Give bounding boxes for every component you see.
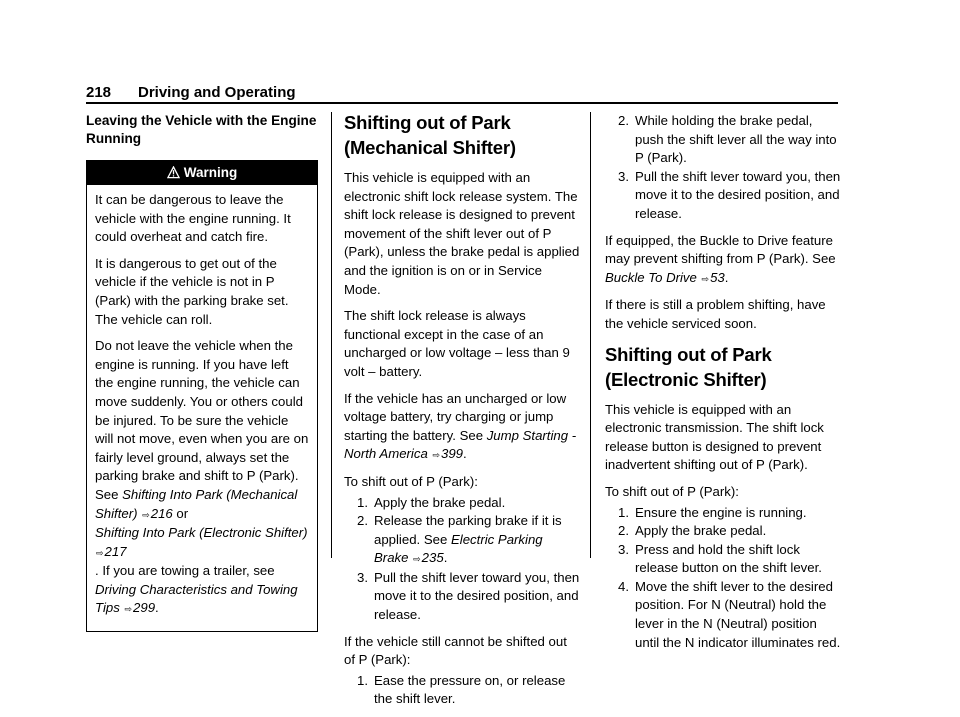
column-divider-2 (590, 112, 591, 558)
ref-page-216[interactable]: 216 (150, 505, 173, 521)
warning-body (87, 185, 317, 631)
ref-shifting-into-park-mechanical[interactable]: Shifting Into Park (Mechanical Shifter) (95, 486, 298, 521)
ref-shifting-into-park-electronic[interactable]: Shifting Into Park (Electronic Shifter) (95, 525, 308, 541)
page-arrow-icon: ⇨ (96, 547, 104, 558)
intro-shift-out: To shift out of P (Park): (605, 483, 739, 499)
para-uncharged-battery: If the vehicle has an uncharged or low voltage battery, try charging or jump starting the battery. See Jump Starting - North America ⇨399. (344, 390, 580, 465)
section-title: Driving and Operating (138, 84, 296, 101)
page-arrow-icon: ⇨ (142, 509, 150, 520)
page-number: 218 (86, 84, 112, 101)
ref-page-217[interactable]: 217 (104, 543, 127, 559)
substeps-list (344, 672, 580, 709)
page-header (86, 84, 838, 104)
list-item: 1. Apply the brake pedal. (357, 494, 506, 510)
ref-electric-parking-brake[interactable]: Electric Parking Brake (374, 531, 543, 566)
para-still-cannot-shift: If the vehicle still cannot be shifted out of P (Park): (344, 633, 567, 668)
warning-title: Warning (183, 165, 238, 180)
para-shift-lock-system: This vehicle is equipped with an electronic shift lock release system. The shift lock release is designed to prevent movement of the shift lever out of P (Park), unless the brake pedal is applied and the ignition is on or in Service Mode. (344, 170, 580, 297)
page-arrow-icon: ⇨ (432, 450, 441, 461)
warning-triangle-icon (167, 163, 180, 187)
list-item: 3. Press and hold the shift lock release button on the shift lever. (618, 541, 822, 576)
page-arrow-icon: ⇨ (701, 273, 710, 284)
page-arrow-icon: ⇨ (413, 554, 421, 565)
list-item: 1. Ensure the engine is running. (618, 504, 807, 520)
ref-page-53[interactable]: 53 (710, 269, 725, 285)
ref-page-235[interactable]: 235 (421, 550, 444, 566)
warning-para-2: It is dangerous to get out of the vehicle if the vehicle is not in P (Park) with the parking brake set. The vehicle can roll. (95, 255, 289, 327)
page-arrow-icon: ⇨ (124, 604, 133, 615)
ref-page-299[interactable]: 299 (133, 600, 156, 616)
steps-list-electronic (605, 504, 841, 653)
subheading-leaving-vehicle: Leaving the Vehicle with the Engine Running (86, 113, 317, 146)
intro-shift-out: To shift out of P (Park): (344, 473, 478, 489)
list-item: 2. Release the parking brake if it is applied. See Electric Parking Brake ⇨235. (344, 512, 580, 569)
heading-mechanical-shifter: Shifting out of Park (Mechanical Shifter) (344, 112, 516, 158)
list-item: 1. Ease the pressure on, or release the shift lever. (357, 672, 566, 707)
list-item: 2. While holding the brake pedal, push the shift lever all the way into P (Park). (618, 113, 837, 166)
list-item: 2. Apply the brake pedal. (618, 523, 767, 539)
warning-para-3: Do not leave the vehicle when the engine is running. If you have left the engine running, the vehicle can move suddenly. You or others could be injured. To be sure the vehicle will not move, even when you are on fairly level ground, always set the parking brake and shift to P (Park). See Shifting Into Park (Mechanical Shifter) ⇨216 or Shifting Into Park (Electronic Shifter) ⇨217 . If you are towing a trailer, see Driving Characteristics and Towing Tips ⇨299. (95, 337, 309, 619)
ref-jump-starting[interactable]: Jump Starting - North America (344, 427, 577, 462)
column-1 (86, 112, 320, 632)
warning-box (86, 160, 318, 632)
steps-list (344, 494, 580, 625)
column-2 (344, 110, 580, 717)
column-divider-1 (331, 112, 332, 558)
para-buckle-to-drive: If equipped, the Buckle to Drive feature may prevent shifting from P (Park). See Buckle To Drive ⇨53. (605, 232, 841, 289)
para-electronic-transmission: This vehicle is equipped with an electronic transmission. The shift lock release button is designed to prevent inadvertent shifting out of P (Park). (605, 401, 824, 473)
list-item: 3. Pull the shift lever toward you, then move it to the desired position, and release. (618, 168, 841, 221)
para-always-functional: The shift lock release is always functional except in the case of an uncharged or low voltage – less than 9 volt – battery. (344, 308, 570, 379)
ref-buckle-to-drive[interactable]: Buckle To Drive (605, 269, 697, 285)
header-rule (86, 102, 838, 104)
column-3 (605, 112, 841, 660)
warning-para-1: It can be dangerous to leave the vehicle with the engine running. It could overheat and catch fire. (95, 192, 291, 245)
warning-header (87, 161, 317, 185)
heading-electronic-shifter: Shifting out of Park (Electronic Shifter) (605, 343, 772, 390)
ref-page-399[interactable]: 399 (441, 446, 464, 462)
list-item: 4. Move the shift lever to the desired position. For N (Neutral) hold the lever in the N (Neutral) position until the N indicator illuminates red. (618, 578, 841, 650)
steps-list-continued (605, 112, 841, 224)
para-problem-shifting: If there is still a problem shifting, have the vehicle serviced soon. (605, 297, 826, 331)
ref-driving-characteristics[interactable]: Driving Characteristics and Towing Tips (95, 581, 298, 616)
list-item: 3. Pull the shift lever toward you, then move it to the desired position, and release. (357, 569, 580, 623)
